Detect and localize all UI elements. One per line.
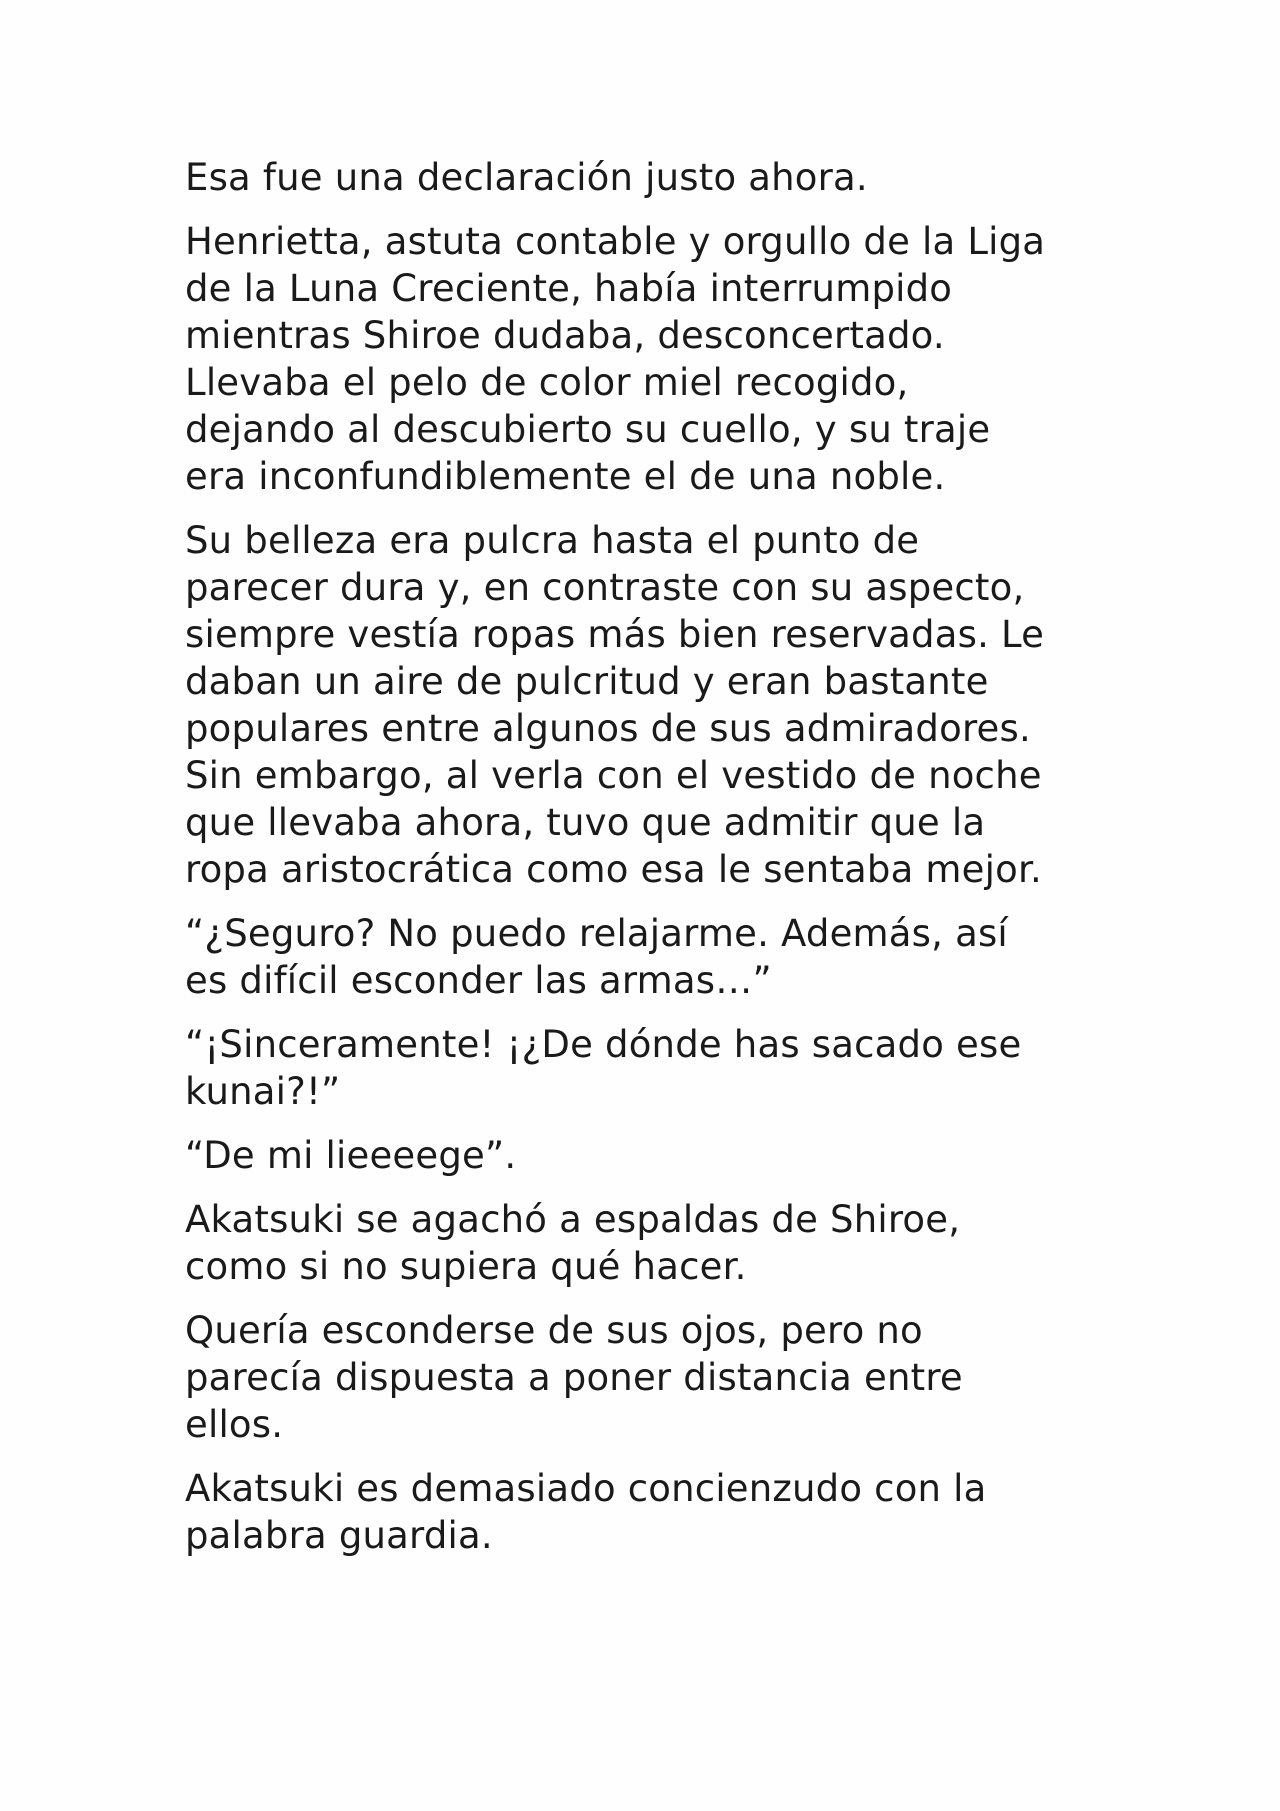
- paragraph: Akatsuki es demasiado concienzudo con la palabra guardia.: [185, 1467, 987, 1557]
- paragraph: Su belleza era pulcra hasta el punto de parecer dura y, en contraste con su aspecto, siempre vestía ropas más bien reservadas. Le daban un aire de pulcritud y eran bastante populares entre algunos de sus admiradores. Sin embargo, al verla con el vestido de noche que llevaba ahora, tuvo que admitir que la ropa aristocrática como esa le sentaba mejor.: [185, 519, 1045, 891]
- paragraph: “¡Sinceramente! ¡¿De dónde has sacado ese kunai?!”: [185, 1023, 1022, 1113]
- paragraph: Akatsuki se agachó a espaldas de Shiroe, como si no supiera qué hacer.: [185, 1198, 961, 1288]
- paragraph: Quería esconderse de sus ojos, pero no parecía dispuesta a poner distancia entre ellos.: [185, 1309, 963, 1446]
- paragraph: “¿Seguro? No puedo relajarme. Además, así es difícil esconder las armas…”: [185, 912, 1008, 1002]
- text-column: [185, 154, 1105, 1576]
- paragraph: Esa fue una declaración justo ahora.: [185, 156, 868, 199]
- paragraph: “De mi lieeeege”.: [185, 1134, 517, 1177]
- paragraph: Henrietta, astuta contable y orgullo de la Liga de la Luna Creciente, había interrumpido mientras Shiroe dudaba, desconcertado. Llevaba el pelo de color miel recogido, dejando al descubierto su cuello, y su traje era inconfundiblemente el de una noble.: [185, 220, 1046, 498]
